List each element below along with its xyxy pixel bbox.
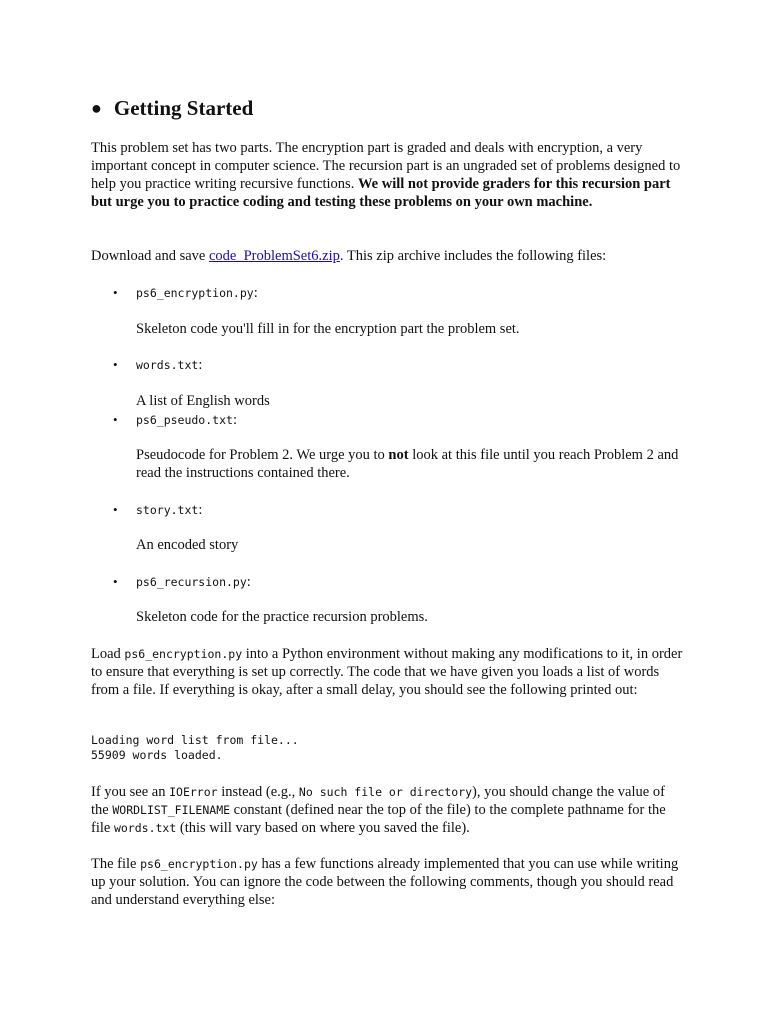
list-bullet: • <box>113 357 118 372</box>
file-description-text: An encoded story <box>136 537 239 553</box>
heading-bullet: ● <box>91 98 102 118</box>
list-bullet: • <box>113 502 118 517</box>
list-bullet: • <box>113 574 118 589</box>
file-name: ps6_recursion.py <box>136 575 247 589</box>
file-description <box>136 320 686 338</box>
intro-paragraph <box>91 139 683 211</box>
file-description-text: A list of English words <box>136 393 270 409</box>
inline-code: WORDLIST_FILENAME <box>112 803 231 817</box>
console-line: Loading word list from file... <box>91 733 299 747</box>
final-paragraph <box>91 855 683 909</box>
download-suffix: . This zip archive includes the following files: <box>339 248 607 264</box>
download-prefix: Download and save <box>91 248 209 264</box>
load-text: into a Python environment without making any modifications to it, in order to ensure that everything is set up correctly. The code that we have given you loads a list of words from a file. If everything is okay, after a small delay, you should see the following printed out: <box>91 646 683 698</box>
file-description-text: Skeleton code for the practice recursion problems. <box>136 609 428 625</box>
heading-text: Getting Started <box>113 96 254 120</box>
file-description-text: Pseudocode for Problem 2. We urge you to <box>136 447 389 463</box>
download-zip-link[interactable]: code_ProblemSet6.zip <box>208 248 340 264</box>
file-description <box>136 608 686 626</box>
inline-code: ps6_encryption.py <box>124 647 243 661</box>
download-paragraph <box>91 247 683 265</box>
intro-text: This problem set has two parts. The encryption part is graded and deals with encryption, a very important concept in computer science. The recursion part is an ungraded set of problems designed to help you practice writing recursive functions. <box>91 140 681 192</box>
file-description <box>136 536 686 554</box>
section-heading <box>91 94 253 122</box>
file-name: story.txt <box>136 503 199 517</box>
ioerror-text: If you see an <box>91 784 170 800</box>
file-description-text: Skeleton code you'll fill in for the encryption part the problem set. <box>136 321 520 337</box>
inline-code: words.txt <box>113 821 177 835</box>
file-description <box>136 446 686 482</box>
file-description-text: look at this file until you reach Problem 2 and read the instructions contained there. <box>136 447 679 481</box>
inline-code: IOError <box>169 785 218 799</box>
ioerror-text: instead (e.g., <box>217 784 299 800</box>
list-bullet: • <box>113 412 118 427</box>
file-description-bold: not <box>388 447 409 463</box>
console-line: 55909 words loaded. <box>91 748 223 762</box>
inline-code: No such file or directory <box>298 785 473 799</box>
load-paragraph <box>91 645 683 699</box>
ioerror-text: constant (defined near the top of the file) to the complete pathname for the file <box>91 802 666 836</box>
ioerror-text: ), you should change the value of the <box>91 784 665 818</box>
ioerror-paragraph <box>91 783 683 837</box>
final-text: has a few functions already implemented that you can use while writing up your solution. You can ignore the code between the following comments, though you should read and understand everything else: <box>91 856 679 908</box>
file-name: words.txt <box>136 358 199 372</box>
console-output <box>91 733 299 763</box>
load-text: Load <box>91 646 125 662</box>
inline-code: ps6_encryption.py <box>140 857 258 871</box>
file-description <box>136 392 686 410</box>
final-text: The file <box>91 856 141 872</box>
file-name: ps6_pseudo.txt <box>136 413 233 427</box>
intro-bold-text: We will not provide graders for this recursion part but urge you to practice coding and testing these problems on your own machine. <box>91 176 671 210</box>
ioerror-text: (this will vary based on where you saved the file). <box>176 820 470 836</box>
file-name: ps6_encryption.py <box>136 286 254 300</box>
list-bullet: • <box>113 285 118 300</box>
